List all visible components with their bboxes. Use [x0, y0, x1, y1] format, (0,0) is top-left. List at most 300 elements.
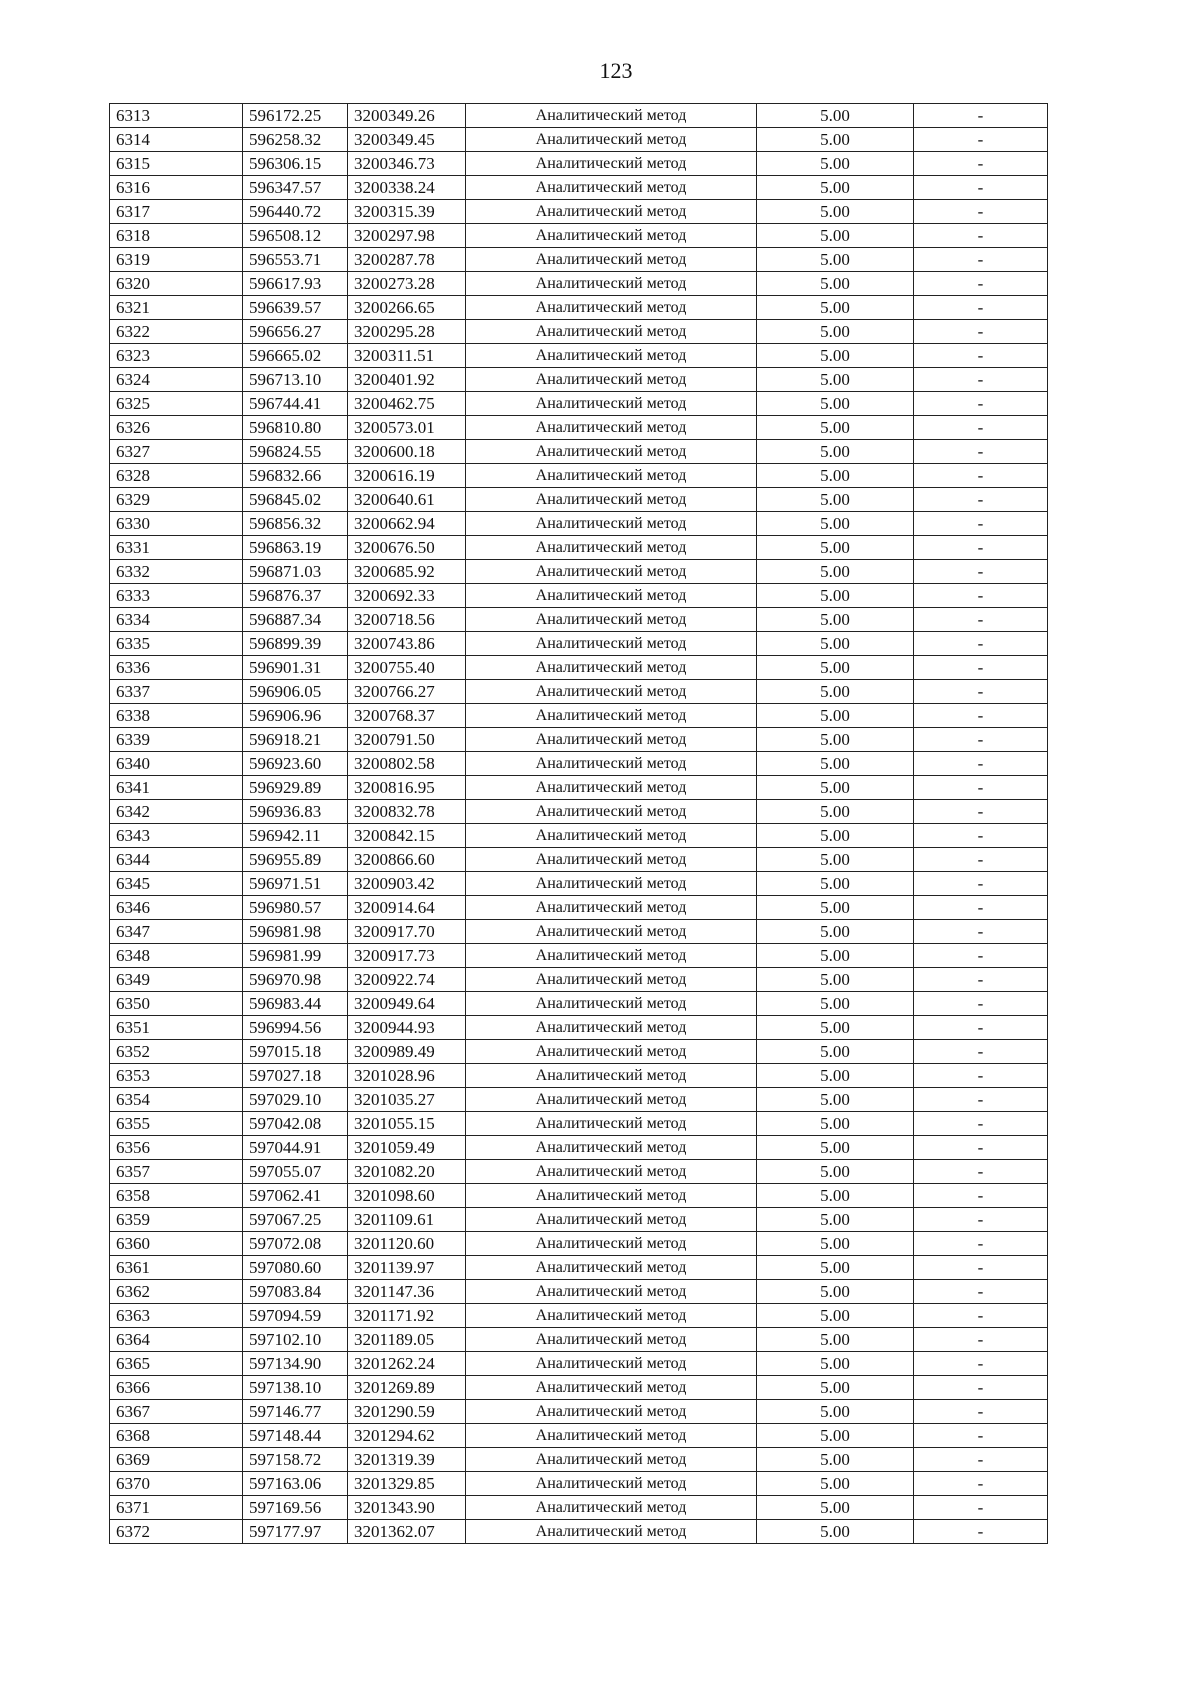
- method-cell: Аналитический метод: [466, 1328, 757, 1352]
- table-row: [110, 320, 1048, 344]
- x-coordinate-cell: 597163.06: [243, 1472, 348, 1496]
- table-row: [110, 512, 1048, 536]
- accuracy-cell: 5.00: [757, 1256, 914, 1280]
- y-coordinate-cell: 3200743.86: [348, 632, 466, 656]
- note-cell: -: [914, 560, 1048, 584]
- method-cell: Аналитический метод: [466, 1256, 757, 1280]
- note-cell: -: [914, 1232, 1048, 1256]
- point-number-cell: 6367: [110, 1400, 243, 1424]
- accuracy-cell: 5.00: [757, 1136, 914, 1160]
- y-coordinate-cell: 3200600.18: [348, 440, 466, 464]
- y-coordinate-cell: 3201098.60: [348, 1184, 466, 1208]
- note-cell: -: [914, 584, 1048, 608]
- method-cell: Аналитический метод: [466, 920, 757, 944]
- method-cell: Аналитический метод: [466, 800, 757, 824]
- table-row: [110, 1136, 1048, 1160]
- note-cell: -: [914, 632, 1048, 656]
- accuracy-cell: 5.00: [757, 776, 914, 800]
- x-coordinate-cell: 596508.12: [243, 224, 348, 248]
- y-coordinate-cell: 3200718.56: [348, 608, 466, 632]
- method-cell: Аналитический метод: [466, 1376, 757, 1400]
- point-number-cell: 6370: [110, 1472, 243, 1496]
- x-coordinate-cell: 596832.66: [243, 464, 348, 488]
- note-cell: -: [914, 1016, 1048, 1040]
- note-cell: -: [914, 1184, 1048, 1208]
- x-coordinate-cell: 596553.71: [243, 248, 348, 272]
- accuracy-cell: 5.00: [757, 1352, 914, 1376]
- method-cell: Аналитический метод: [466, 1016, 757, 1040]
- note-cell: -: [914, 776, 1048, 800]
- y-coordinate-cell: 3200766.27: [348, 680, 466, 704]
- x-coordinate-cell: 597044.91: [243, 1136, 348, 1160]
- method-cell: Аналитический метод: [466, 368, 757, 392]
- table-row: [110, 800, 1048, 824]
- table-row: [110, 1448, 1048, 1472]
- note-cell: -: [914, 296, 1048, 320]
- x-coordinate-cell: 597067.25: [243, 1208, 348, 1232]
- y-coordinate-cell: 3200791.50: [348, 728, 466, 752]
- note-cell: -: [914, 1400, 1048, 1424]
- accuracy-cell: 5.00: [757, 344, 914, 368]
- method-cell: Аналитический метод: [466, 1064, 757, 1088]
- table-row: [110, 1040, 1048, 1064]
- y-coordinate-cell: 3200640.61: [348, 488, 466, 512]
- table-row: [110, 1472, 1048, 1496]
- accuracy-cell: 5.00: [757, 1304, 914, 1328]
- accuracy-cell: 5.00: [757, 944, 914, 968]
- y-coordinate-cell: 3201189.05: [348, 1328, 466, 1352]
- y-coordinate-cell: 3201035.27: [348, 1088, 466, 1112]
- accuracy-cell: 5.00: [757, 920, 914, 944]
- point-number-cell: 6322: [110, 320, 243, 344]
- table-row: [110, 704, 1048, 728]
- method-cell: Аналитический метод: [466, 1304, 757, 1328]
- y-coordinate-cell: 3200295.28: [348, 320, 466, 344]
- y-coordinate-cell: 3201059.49: [348, 1136, 466, 1160]
- method-cell: Аналитический метод: [466, 536, 757, 560]
- y-coordinate-cell: 3201329.85: [348, 1472, 466, 1496]
- note-cell: -: [914, 728, 1048, 752]
- table-row: [110, 1160, 1048, 1184]
- y-coordinate-cell: 3200297.98: [348, 224, 466, 248]
- table-row: [110, 1352, 1048, 1376]
- point-number-cell: 6333: [110, 584, 243, 608]
- table-row: [110, 1376, 1048, 1400]
- x-coordinate-cell: 596906.96: [243, 704, 348, 728]
- x-coordinate-cell: 596994.56: [243, 1016, 348, 1040]
- point-number-cell: 6340: [110, 752, 243, 776]
- accuracy-cell: 5.00: [757, 656, 914, 680]
- method-cell: Аналитический метод: [466, 728, 757, 752]
- note-cell: -: [914, 1088, 1048, 1112]
- accuracy-cell: 5.00: [757, 992, 914, 1016]
- point-number-cell: 6343: [110, 824, 243, 848]
- y-coordinate-cell: 3201294.62: [348, 1424, 466, 1448]
- note-cell: -: [914, 488, 1048, 512]
- table-row: [110, 344, 1048, 368]
- method-cell: Аналитический метод: [466, 416, 757, 440]
- point-number-cell: 6323: [110, 344, 243, 368]
- note-cell: -: [914, 512, 1048, 536]
- point-number-cell: 6349: [110, 968, 243, 992]
- y-coordinate-cell: 3200768.37: [348, 704, 466, 728]
- point-number-cell: 6356: [110, 1136, 243, 1160]
- accuracy-cell: 5.00: [757, 584, 914, 608]
- table-row: [110, 272, 1048, 296]
- accuracy-cell: 5.00: [757, 248, 914, 272]
- table-row: [110, 920, 1048, 944]
- x-coordinate-cell: 596981.99: [243, 944, 348, 968]
- accuracy-cell: 5.00: [757, 872, 914, 896]
- coordinates-table-body: [110, 104, 1048, 1544]
- method-cell: Аналитический метод: [466, 488, 757, 512]
- x-coordinate-cell: 596810.80: [243, 416, 348, 440]
- accuracy-cell: 5.00: [757, 1088, 914, 1112]
- table-row: [110, 1496, 1048, 1520]
- x-coordinate-cell: 597062.41: [243, 1184, 348, 1208]
- note-cell: -: [914, 224, 1048, 248]
- method-cell: Аналитический метод: [466, 584, 757, 608]
- point-number-cell: 6335: [110, 632, 243, 656]
- table-row: [110, 656, 1048, 680]
- point-number-cell: 6338: [110, 704, 243, 728]
- note-cell: -: [914, 1496, 1048, 1520]
- note-cell: -: [914, 1208, 1048, 1232]
- accuracy-cell: 5.00: [757, 104, 914, 128]
- x-coordinate-cell: 596824.55: [243, 440, 348, 464]
- point-number-cell: 6337: [110, 680, 243, 704]
- method-cell: Аналитический метод: [466, 1280, 757, 1304]
- x-coordinate-cell: 596845.02: [243, 488, 348, 512]
- x-coordinate-cell: 597102.10: [243, 1328, 348, 1352]
- note-cell: -: [914, 920, 1048, 944]
- x-coordinate-cell: 596258.32: [243, 128, 348, 152]
- x-coordinate-cell: 596871.03: [243, 560, 348, 584]
- note-cell: -: [914, 1448, 1048, 1472]
- y-coordinate-cell: 3200676.50: [348, 536, 466, 560]
- y-coordinate-cell: 3200816.95: [348, 776, 466, 800]
- accuracy-cell: 5.00: [757, 848, 914, 872]
- method-cell: Аналитический метод: [466, 992, 757, 1016]
- table-row: [110, 1112, 1048, 1136]
- point-number-cell: 6334: [110, 608, 243, 632]
- note-cell: -: [914, 896, 1048, 920]
- table-row: [110, 752, 1048, 776]
- method-cell: Аналитический метод: [466, 560, 757, 584]
- note-cell: -: [914, 992, 1048, 1016]
- note-cell: -: [914, 968, 1048, 992]
- point-number-cell: 6365: [110, 1352, 243, 1376]
- note-cell: -: [914, 344, 1048, 368]
- table-row: [110, 872, 1048, 896]
- x-coordinate-cell: 596306.15: [243, 152, 348, 176]
- note-cell: -: [914, 320, 1048, 344]
- point-number-cell: 6324: [110, 368, 243, 392]
- accuracy-cell: 5.00: [757, 680, 914, 704]
- note-cell: -: [914, 680, 1048, 704]
- accuracy-cell: 5.00: [757, 1376, 914, 1400]
- table-row: [110, 1400, 1048, 1424]
- note-cell: -: [914, 800, 1048, 824]
- x-coordinate-cell: 597080.60: [243, 1256, 348, 1280]
- method-cell: Аналитический метод: [466, 944, 757, 968]
- accuracy-cell: 5.00: [757, 1040, 914, 1064]
- accuracy-cell: 5.00: [757, 464, 914, 488]
- note-cell: -: [914, 872, 1048, 896]
- table-row: [110, 992, 1048, 1016]
- y-coordinate-cell: 3200315.39: [348, 200, 466, 224]
- method-cell: Аналитический метод: [466, 680, 757, 704]
- accuracy-cell: 5.00: [757, 272, 914, 296]
- method-cell: Аналитический метод: [466, 464, 757, 488]
- point-number-cell: 6328: [110, 464, 243, 488]
- table-row: [110, 176, 1048, 200]
- point-number-cell: 6332: [110, 560, 243, 584]
- y-coordinate-cell: 3201290.59: [348, 1400, 466, 1424]
- table-row: [110, 1424, 1048, 1448]
- accuracy-cell: 5.00: [757, 200, 914, 224]
- method-cell: Аналитический метод: [466, 1400, 757, 1424]
- x-coordinate-cell: 597146.77: [243, 1400, 348, 1424]
- method-cell: Аналитический метод: [466, 1472, 757, 1496]
- note-cell: -: [914, 440, 1048, 464]
- point-number-cell: 6315: [110, 152, 243, 176]
- accuracy-cell: 5.00: [757, 1448, 914, 1472]
- table-row: [110, 1064, 1048, 1088]
- x-coordinate-cell: 597055.07: [243, 1160, 348, 1184]
- table-row: [110, 1256, 1048, 1280]
- method-cell: Аналитический метод: [466, 176, 757, 200]
- method-cell: Аналитический метод: [466, 272, 757, 296]
- x-coordinate-cell: 596970.98: [243, 968, 348, 992]
- point-number-cell: 6359: [110, 1208, 243, 1232]
- method-cell: Аналитический метод: [466, 104, 757, 128]
- point-number-cell: 6360: [110, 1232, 243, 1256]
- x-coordinate-cell: 597042.08: [243, 1112, 348, 1136]
- point-number-cell: 6368: [110, 1424, 243, 1448]
- point-number-cell: 6371: [110, 1496, 243, 1520]
- x-coordinate-cell: 596942.11: [243, 824, 348, 848]
- y-coordinate-cell: 3200989.49: [348, 1040, 466, 1064]
- note-cell: -: [914, 1352, 1048, 1376]
- note-cell: -: [914, 104, 1048, 128]
- method-cell: Аналитический метод: [466, 656, 757, 680]
- table-row: [110, 848, 1048, 872]
- note-cell: -: [914, 752, 1048, 776]
- table-row: [110, 1232, 1048, 1256]
- y-coordinate-cell: 3201055.15: [348, 1112, 466, 1136]
- x-coordinate-cell: 596656.27: [243, 320, 348, 344]
- point-number-cell: 6336: [110, 656, 243, 680]
- x-coordinate-cell: 596918.21: [243, 728, 348, 752]
- y-coordinate-cell: 3200917.73: [348, 944, 466, 968]
- y-coordinate-cell: 3200338.24: [348, 176, 466, 200]
- y-coordinate-cell: 3201139.97: [348, 1256, 466, 1280]
- note-cell: -: [914, 152, 1048, 176]
- accuracy-cell: 5.00: [757, 1112, 914, 1136]
- table-row: [110, 104, 1048, 128]
- x-coordinate-cell: 596887.34: [243, 608, 348, 632]
- table-row: [110, 608, 1048, 632]
- y-coordinate-cell: 3200311.51: [348, 344, 466, 368]
- x-coordinate-cell: 596936.83: [243, 800, 348, 824]
- table-row: [110, 224, 1048, 248]
- note-cell: -: [914, 1064, 1048, 1088]
- y-coordinate-cell: 3200273.28: [348, 272, 466, 296]
- table-row: [110, 464, 1048, 488]
- note-cell: -: [914, 272, 1048, 296]
- x-coordinate-cell: 597015.18: [243, 1040, 348, 1064]
- x-coordinate-cell: 596955.89: [243, 848, 348, 872]
- x-coordinate-cell: 597072.08: [243, 1232, 348, 1256]
- y-coordinate-cell: 3200662.94: [348, 512, 466, 536]
- note-cell: -: [914, 1112, 1048, 1136]
- x-coordinate-cell: 597027.18: [243, 1064, 348, 1088]
- x-coordinate-cell: 596856.32: [243, 512, 348, 536]
- point-number-cell: 6329: [110, 488, 243, 512]
- note-cell: -: [914, 128, 1048, 152]
- point-number-cell: 6342: [110, 800, 243, 824]
- method-cell: Аналитический метод: [466, 1520, 757, 1544]
- y-coordinate-cell: 3201147.36: [348, 1280, 466, 1304]
- y-coordinate-cell: 3200287.78: [348, 248, 466, 272]
- y-coordinate-cell: 3200462.75: [348, 392, 466, 416]
- method-cell: Аналитический метод: [466, 512, 757, 536]
- point-number-cell: 6331: [110, 536, 243, 560]
- accuracy-cell: 5.00: [757, 1016, 914, 1040]
- table-row: [110, 152, 1048, 176]
- table-row: [110, 776, 1048, 800]
- x-coordinate-cell: 596440.72: [243, 200, 348, 224]
- method-cell: Аналитический метод: [466, 1040, 757, 1064]
- table-row: [110, 248, 1048, 272]
- x-coordinate-cell: 597158.72: [243, 1448, 348, 1472]
- x-coordinate-cell: 596906.05: [243, 680, 348, 704]
- x-coordinate-cell: 596639.57: [243, 296, 348, 320]
- accuracy-cell: 5.00: [757, 1472, 914, 1496]
- note-cell: -: [914, 200, 1048, 224]
- note-cell: -: [914, 1328, 1048, 1352]
- accuracy-cell: 5.00: [757, 1280, 914, 1304]
- accuracy-cell: 5.00: [757, 128, 914, 152]
- note-cell: -: [914, 176, 1048, 200]
- y-coordinate-cell: 3200616.19: [348, 464, 466, 488]
- x-coordinate-cell: 597134.90: [243, 1352, 348, 1376]
- coordinates-table: [109, 103, 1048, 1544]
- point-number-cell: 6357: [110, 1160, 243, 1184]
- point-number-cell: 6344: [110, 848, 243, 872]
- x-coordinate-cell: 596863.19: [243, 536, 348, 560]
- table-row: [110, 200, 1048, 224]
- point-number-cell: 6325: [110, 392, 243, 416]
- accuracy-cell: 5.00: [757, 824, 914, 848]
- y-coordinate-cell: 3200832.78: [348, 800, 466, 824]
- method-cell: Аналитический метод: [466, 1136, 757, 1160]
- x-coordinate-cell: 596980.57: [243, 896, 348, 920]
- accuracy-cell: 5.00: [757, 1400, 914, 1424]
- table-row: [110, 680, 1048, 704]
- method-cell: Аналитический метод: [466, 776, 757, 800]
- table-row: [110, 896, 1048, 920]
- note-cell: -: [914, 1136, 1048, 1160]
- point-number-cell: 6366: [110, 1376, 243, 1400]
- point-number-cell: 6362: [110, 1280, 243, 1304]
- method-cell: Аналитический метод: [466, 896, 757, 920]
- accuracy-cell: 5.00: [757, 536, 914, 560]
- y-coordinate-cell: 3200401.92: [348, 368, 466, 392]
- note-cell: -: [914, 1280, 1048, 1304]
- accuracy-cell: 5.00: [757, 1424, 914, 1448]
- table-row: [110, 1208, 1048, 1232]
- point-number-cell: 6348: [110, 944, 243, 968]
- accuracy-cell: 5.00: [757, 368, 914, 392]
- note-cell: -: [914, 416, 1048, 440]
- method-cell: Аналитический метод: [466, 608, 757, 632]
- accuracy-cell: 5.00: [757, 152, 914, 176]
- method-cell: Аналитический метод: [466, 128, 757, 152]
- x-coordinate-cell: 596347.57: [243, 176, 348, 200]
- table-row: [110, 1520, 1048, 1544]
- accuracy-cell: 5.00: [757, 1232, 914, 1256]
- method-cell: Аналитический метод: [466, 320, 757, 344]
- accuracy-cell: 5.00: [757, 224, 914, 248]
- y-coordinate-cell: 3201319.39: [348, 1448, 466, 1472]
- point-number-cell: 6354: [110, 1088, 243, 1112]
- y-coordinate-cell: 3201171.92: [348, 1304, 466, 1328]
- note-cell: -: [914, 704, 1048, 728]
- method-cell: Аналитический метод: [466, 248, 757, 272]
- note-cell: -: [914, 824, 1048, 848]
- point-number-cell: 6330: [110, 512, 243, 536]
- method-cell: Аналитический метод: [466, 344, 757, 368]
- table-row: [110, 392, 1048, 416]
- note-cell: -: [914, 1256, 1048, 1280]
- note-cell: -: [914, 1376, 1048, 1400]
- y-coordinate-cell: 3201343.90: [348, 1496, 466, 1520]
- y-coordinate-cell: 3201028.96: [348, 1064, 466, 1088]
- x-coordinate-cell: 596971.51: [243, 872, 348, 896]
- point-number-cell: 6346: [110, 896, 243, 920]
- y-coordinate-cell: 3200349.45: [348, 128, 466, 152]
- y-coordinate-cell: 3200949.64: [348, 992, 466, 1016]
- method-cell: Аналитический метод: [466, 1496, 757, 1520]
- y-coordinate-cell: 3200917.70: [348, 920, 466, 944]
- x-coordinate-cell: 596876.37: [243, 584, 348, 608]
- accuracy-cell: 5.00: [757, 1496, 914, 1520]
- accuracy-cell: 5.00: [757, 320, 914, 344]
- point-number-cell: 6364: [110, 1328, 243, 1352]
- x-coordinate-cell: 596901.31: [243, 656, 348, 680]
- note-cell: -: [914, 1040, 1048, 1064]
- table-row: [110, 296, 1048, 320]
- y-coordinate-cell: 3201269.89: [348, 1376, 466, 1400]
- method-cell: Аналитический метод: [466, 1208, 757, 1232]
- y-coordinate-cell: 3200914.64: [348, 896, 466, 920]
- accuracy-cell: 5.00: [757, 632, 914, 656]
- x-coordinate-cell: 596665.02: [243, 344, 348, 368]
- x-coordinate-cell: 596899.39: [243, 632, 348, 656]
- table-row: [110, 1016, 1048, 1040]
- table-row: [110, 368, 1048, 392]
- table-row: [110, 416, 1048, 440]
- table-row: [110, 440, 1048, 464]
- y-coordinate-cell: 3201120.60: [348, 1232, 466, 1256]
- note-cell: -: [914, 368, 1048, 392]
- accuracy-cell: 5.00: [757, 1520, 914, 1544]
- accuracy-cell: 5.00: [757, 896, 914, 920]
- note-cell: -: [914, 1304, 1048, 1328]
- x-coordinate-cell: 596929.89: [243, 776, 348, 800]
